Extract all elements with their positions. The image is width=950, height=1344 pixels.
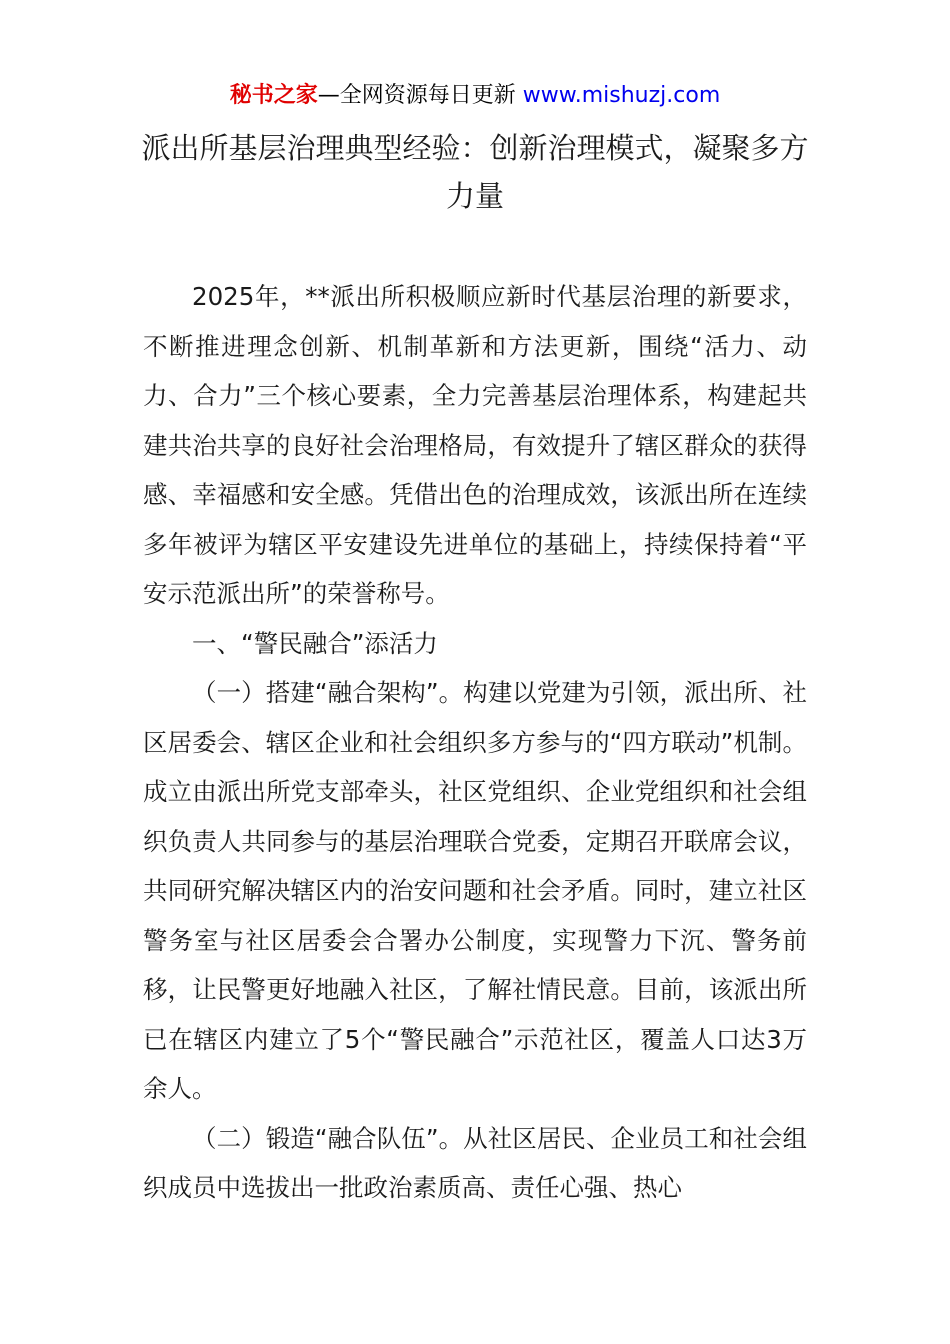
site-brand: 秘书之家 [229,83,318,108]
site-tagline: —全网资源每日更新 [317,83,523,108]
intro-paragraph: 2025年，**派出所积极顺应新时代基层治理的新要求，不断推进理念创新、机制革新和方法更新，围绕“活力、动力、合力”三个核心要素，全力完善基层治理体系，构建起共建共治共享的良好社会治理格局，有效提升了辖区群众的获得感、幸福感和安全感。凭借出色的治理成效，该派出所在连续多年被评为辖区平安建设先进单位的基础上，持续保持着“平安示范派出所”的荣誉称号。 [143,282,807,608]
document-body [143,272,807,1213]
site-header [0,80,950,112]
section-heading: 一、“警民融合”添活力 [192,628,438,658]
document-title: 派出所基层治理典型经验：创新治理模式，凝聚多方力量 [141,131,809,213]
site-url-link[interactable]: www.mishuzj.com [522,83,721,108]
subsection-paragraph: （一）搭建“融合架构”。构建以党建为引领，派出所、社区居委会、辖区企业和社会组织多方参与的“四方联动”机制。成立由派出所党支部牵头，社区党组织、企业党组织和社会组织负责人共同参与的基层治理联合党委，定期召开联席会议，共同研究解决辖区内的治安问题和社会矛盾。同时，建立社区警务室与社区居委会合署办公制度，实现警力下沉、警务前移，让民警更好地融入社区，了解社情民意。目前，该派出所已在辖区内建立了5个“警民融合”示范社区，覆盖人口达3万余人。 [143,678,807,1103]
subsection-paragraph: （二）锻造“融合队伍”。从社区居民、企业员工和社会组织成员中选拔出一批政治素质高、责任心强、热心 [143,1123,807,1202]
